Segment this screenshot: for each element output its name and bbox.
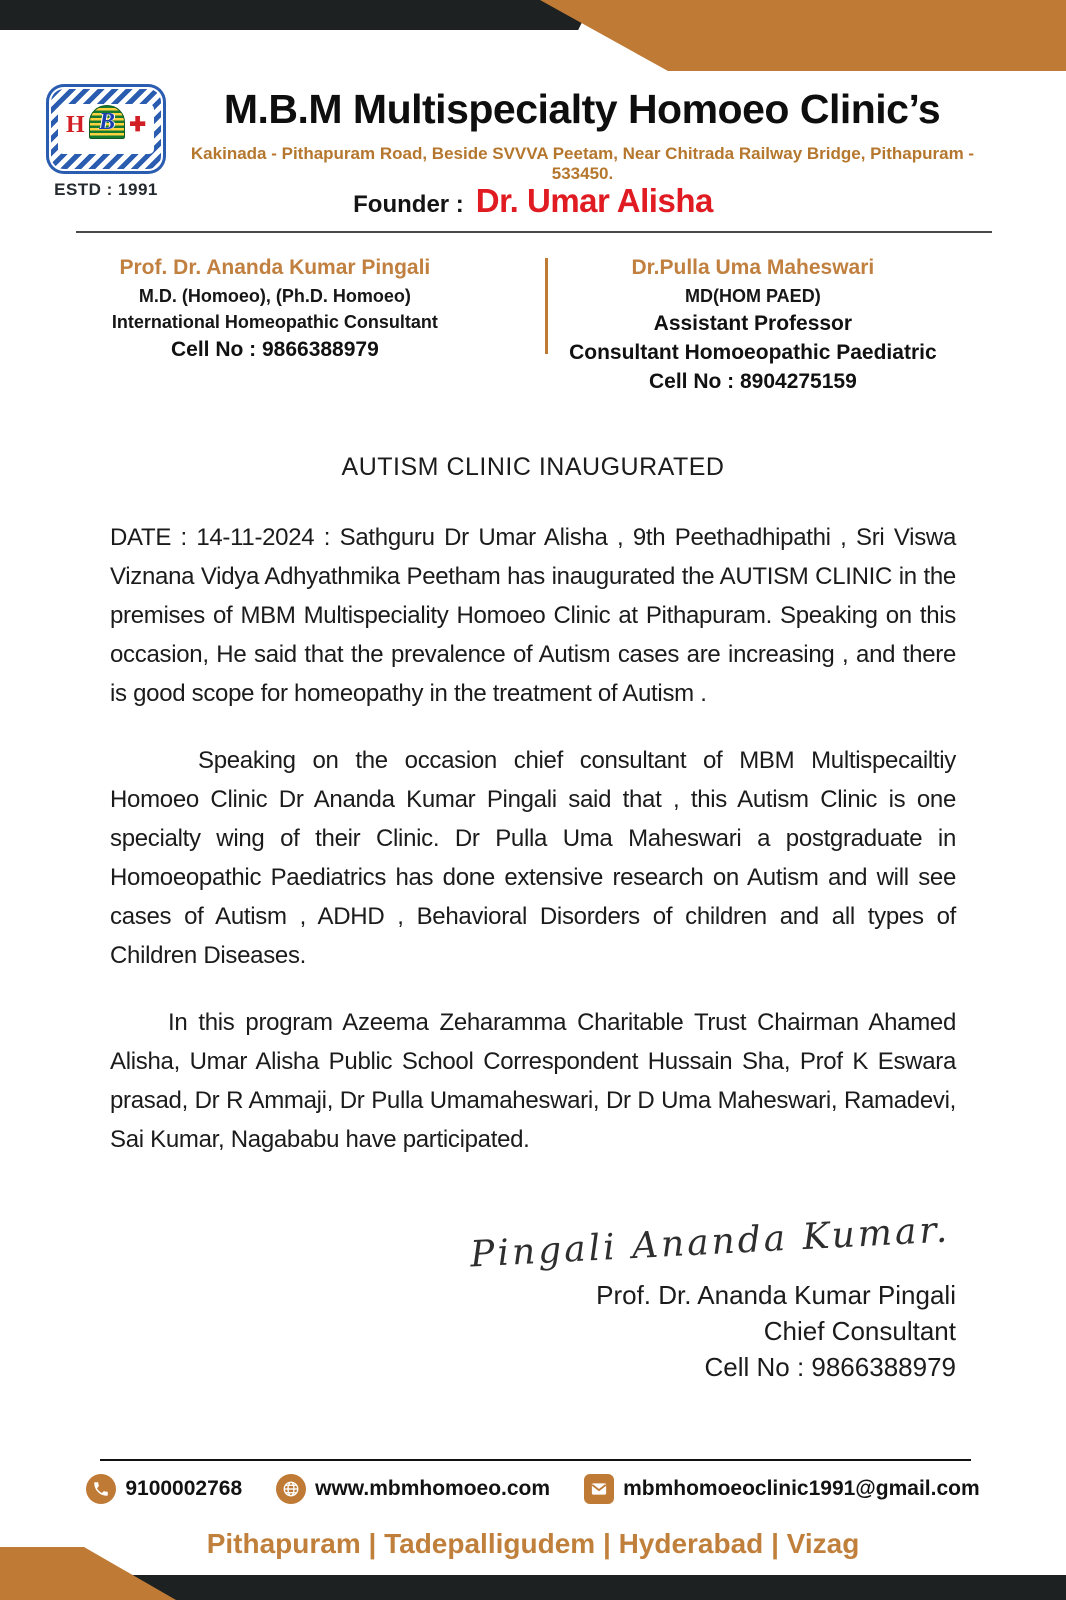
article-paragraph-2: Speaking on the occasion chief consultant of MBM Multispecailtiy Homoeo Clinic Dr Ananda Kumar Pingali said that , this Autism Clinic is one specialty wing of their Clinic. Dr Pulla Uma Maheswari a postgraduate in Homoeopathic Paediatrics has done extensive research on Autism and will see cases of Autism , ADHD , Behavioral Disorders of children and all types of Children Diseases. xyxy=(110,747,956,969)
article-paragraph-1: DATE : 14-11-2024 : Sathguru Dr Umar Alisha , 9th Peethadhipathi , Sri Viswa Viznana Vidya Adhyathmika Peetham has inaugurated the AUTISM CLINIC in the premises of MBM Multispeciality Homoeo Clinic at Pithapuram. Speaking on this occasion, He said that the prevalence of Autism cases are increasing , and there is good scope for homeopathy in the treatment of Autism . xyxy=(110,524,956,707)
doctor-right-role2: Consultant Homoeopathic Paediatric xyxy=(569,341,937,364)
contact-row xyxy=(0,1474,1066,1504)
header-divider xyxy=(76,231,992,233)
medical-cross-icon: ✚ xyxy=(129,113,146,136)
phone-contact[interactable] xyxy=(86,1474,242,1504)
email-address: mbmhomoeoclinic1991@gmail.com xyxy=(623,1477,980,1500)
email-contact[interactable] xyxy=(584,1474,980,1504)
article-body xyxy=(110,518,956,1187)
doctor-right-role1: Assistant Professor xyxy=(653,312,853,335)
doctor-left-role: International Homeopathic Consultant xyxy=(111,312,438,332)
top-black-band xyxy=(0,0,593,30)
doctor-left-degrees: M.D. (Homoeo), (Ph.D. Homoeo) xyxy=(138,286,411,306)
article-paragraph-3: In this program Azeema Zeharamma Charitable Trust Chairman Ahamed Alisha, Umar Alisha Public School Correspondent Hussain Sha, Prof K Eswara prasad, Dr R Ammaji, Dr Pulla Umamaheswari, Dr D Uma Maheswari, Ramadevi, Sai Kumar, Nagababu have participated. xyxy=(110,1009,956,1153)
clinic-title: M.B.M Multispecialty Homoeo Clinic’s xyxy=(223,86,941,132)
signature: Pingali Ananda Kumar. xyxy=(468,1209,951,1276)
signatory-name: Prof. Dr. Ananda Kumar Pingali xyxy=(596,1280,956,1310)
estd-year: ESTD : 1991 xyxy=(54,180,158,199)
footer-divider xyxy=(100,1459,971,1461)
mail-icon xyxy=(584,1474,614,1504)
doctor-columns xyxy=(55,253,1011,396)
doctor-left-cell: Cell No : 9866388979 xyxy=(170,338,379,361)
founder-label: Founder : xyxy=(353,191,464,218)
signatory-role: Chief Consultant xyxy=(763,1316,956,1346)
founder-name: Dr. Umar Alisha xyxy=(475,182,713,219)
website-contact[interactable] xyxy=(276,1474,550,1504)
logo-dome-icon xyxy=(89,105,125,139)
signatory-cell: Cell No : 9866388979 xyxy=(704,1352,956,1382)
clinic-logo xyxy=(46,84,166,174)
doctor-right-column xyxy=(495,253,1011,396)
phone-number: 9100002768 xyxy=(125,1477,243,1500)
logo-letter-h: H xyxy=(66,111,85,138)
signature-block xyxy=(468,1209,956,1385)
clinic-logo-monogram xyxy=(58,104,154,154)
doctor-right-name: Dr.Pulla Uma Maheswari xyxy=(631,256,875,279)
column-divider xyxy=(545,258,548,354)
doctor-right-degrees: MD(HOM PAED) xyxy=(685,286,821,306)
article-heading: AUTISM CLINIC INAUGURATED xyxy=(341,453,725,481)
website-url: www.mbmhomoeo.com xyxy=(315,1477,551,1500)
phone-icon xyxy=(86,1474,116,1504)
doctor-left-name: Prof. Dr. Ananda Kumar Pingali xyxy=(119,256,431,279)
clinic-address: Kakinada - Pithapuram Road, Beside SVVVA Peetam, Near Chitrada Railway Bridge, Pithapuram - 533450. xyxy=(190,144,975,183)
doctor-right-cell: Cell No : 8904275159 xyxy=(648,370,857,393)
founder-row xyxy=(0,182,1066,220)
doctor-left-column xyxy=(55,253,495,396)
branch-locations: Pithapuram | Tadepalligudem | Hyderabad | Vizag xyxy=(206,1528,860,1559)
globe-icon xyxy=(276,1474,306,1504)
logo-letter-b: B xyxy=(98,108,115,135)
